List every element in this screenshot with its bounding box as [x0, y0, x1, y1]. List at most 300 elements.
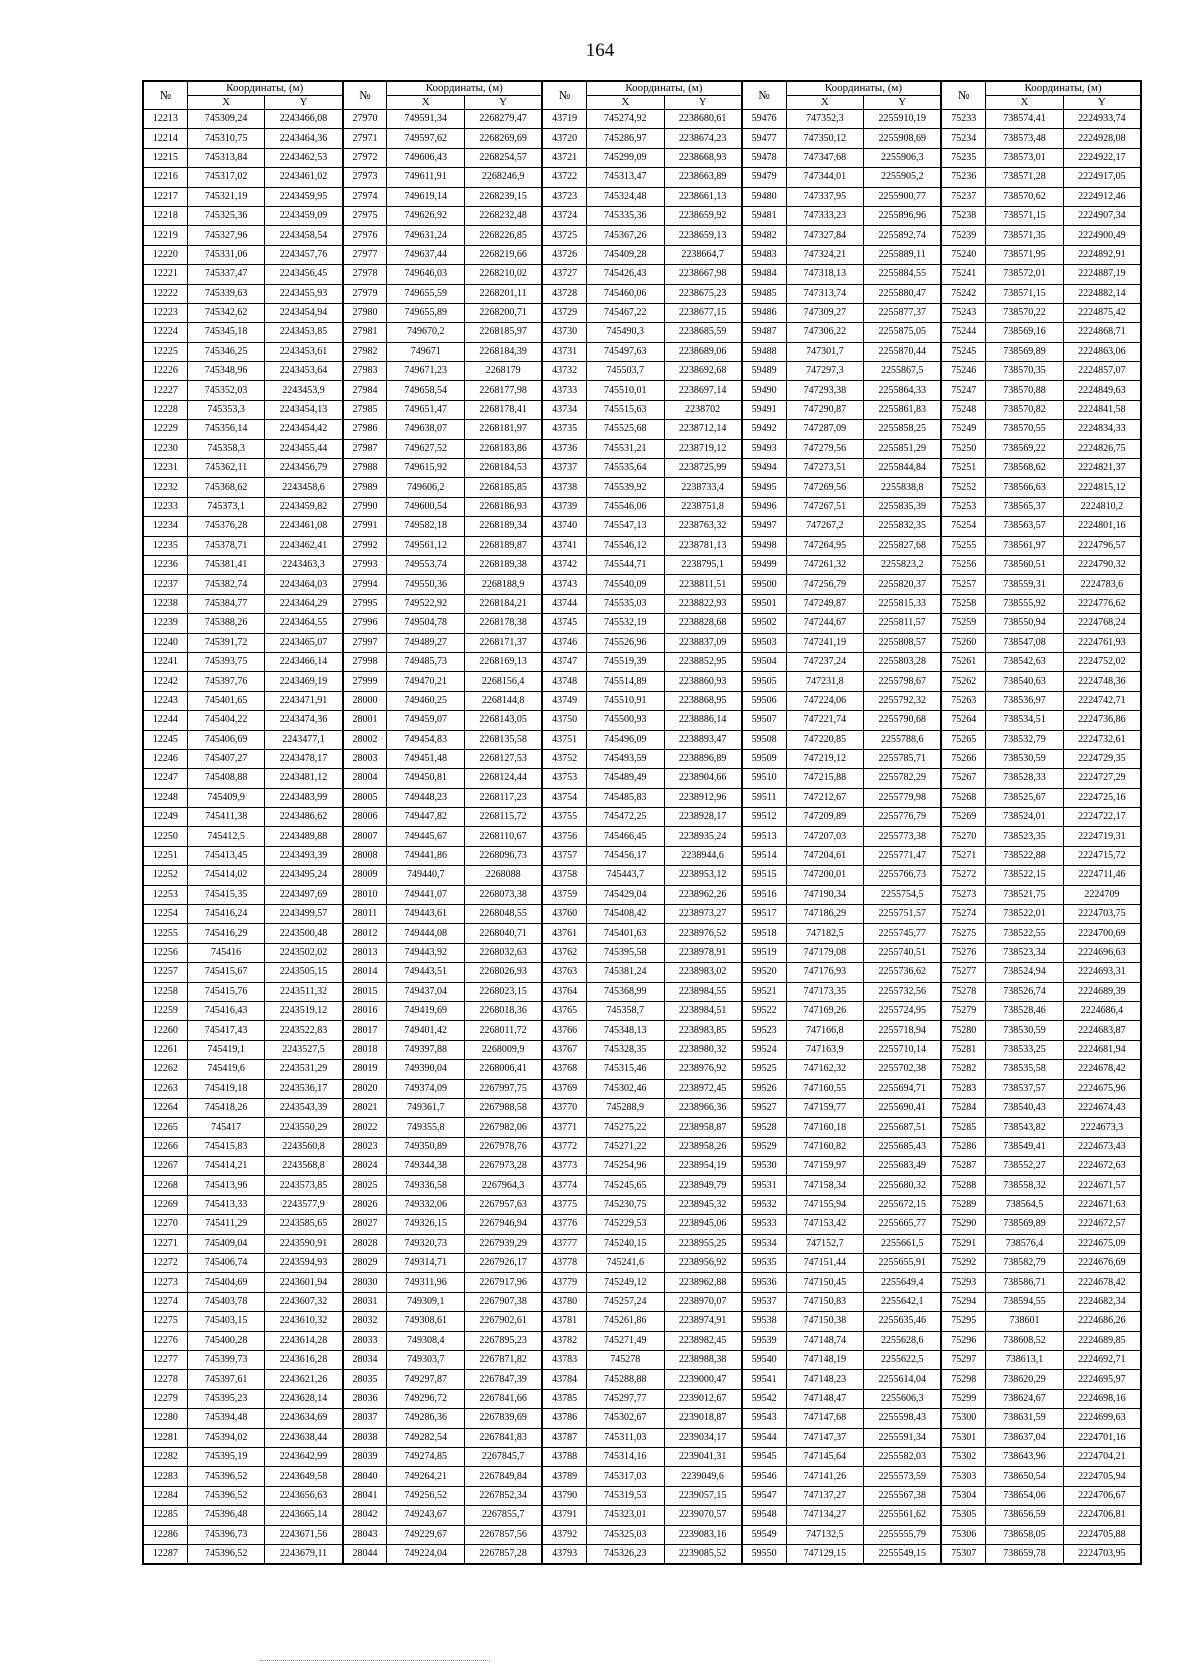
x-coordinate: 747173,35	[786, 982, 864, 1001]
x-coordinate: 747241,19	[786, 633, 864, 652]
point-number: 75274	[941, 905, 985, 924]
x-coordinate: 745346,25	[187, 342, 265, 361]
x-coordinate: 745396,48	[187, 1506, 265, 1525]
y-coordinate: 2224686,4	[1063, 1001, 1141, 1020]
point-number: 59548	[742, 1506, 786, 1525]
table-row	[143, 1525, 1141, 1544]
y-coordinate: 2267973,28	[465, 1157, 543, 1176]
x-coordinate: 745496,09	[587, 730, 665, 749]
point-number: 27980	[343, 303, 387, 322]
x-coordinate: 745415,35	[187, 885, 265, 904]
x-coordinate: 745384,77	[187, 594, 265, 613]
point-number: 75287	[941, 1157, 985, 1176]
y-coordinate: 2267871,82	[465, 1351, 543, 1370]
table-row	[143, 323, 1141, 342]
y-coordinate: 2238988,38	[664, 1351, 742, 1370]
x-coordinate: 745286,97	[587, 129, 665, 148]
point-number: 12227	[143, 381, 187, 400]
y-coordinate: 2267902,61	[465, 1312, 543, 1331]
point-number: 75243	[941, 303, 985, 322]
y-coordinate: 2243497,69	[265, 885, 343, 904]
x-coordinate: 745418,26	[187, 1098, 265, 1117]
x-coordinate: 738566,63	[986, 478, 1064, 497]
y-coordinate: 2224826,75	[1063, 439, 1141, 458]
x-coordinate: 738549,41	[986, 1137, 1064, 1156]
x-coordinate: 738570,82	[986, 400, 1064, 419]
x-coordinate: 749444,08	[387, 924, 465, 943]
y-coordinate: 2267988,58	[465, 1098, 543, 1117]
y-coordinate: 2268186,93	[465, 497, 543, 516]
x-coordinate: 747145,64	[786, 1447, 864, 1466]
x-coordinate: 738571,15	[986, 284, 1064, 303]
table-row	[143, 730, 1141, 749]
x-coordinate: 745510,91	[587, 691, 665, 710]
y-coordinate: 2243458,54	[265, 226, 343, 245]
point-number: 75254	[941, 517, 985, 536]
x-coordinate: 745419,6	[187, 1060, 265, 1079]
y-coordinate: 2243453,64	[265, 362, 343, 381]
y-coordinate: 2243464,03	[265, 575, 343, 594]
y-coordinate: 2243495,24	[265, 866, 343, 885]
y-coordinate: 2238725,99	[664, 459, 742, 478]
x-coordinate: 749447,82	[387, 808, 465, 827]
x-coordinate: 745324,48	[587, 187, 665, 206]
x-coordinate: 749309,1	[387, 1292, 465, 1311]
y-coordinate: 2255835,39	[864, 497, 942, 516]
y-coordinate: 2238868,95	[664, 691, 742, 710]
point-number: 59488	[742, 342, 786, 361]
x-coordinate: 745429,04	[587, 885, 665, 904]
y-coordinate: 2243500,48	[265, 924, 343, 943]
point-number: 12248	[143, 788, 187, 807]
point-number: 43788	[542, 1447, 586, 1466]
x-coordinate: 745416	[187, 943, 265, 962]
point-number: 43787	[542, 1428, 586, 1447]
point-number: 12223	[143, 303, 187, 322]
point-number: 43793	[542, 1544, 586, 1564]
x-coordinate: 745391,72	[187, 633, 265, 652]
point-number: 59517	[742, 905, 786, 924]
y-coordinate: 2255815,33	[864, 594, 942, 613]
x-coordinate: 747137,27	[786, 1486, 864, 1505]
x-coordinate: 745376,28	[187, 517, 265, 536]
x-coordinate: 749308,61	[387, 1312, 465, 1331]
point-number: 12272	[143, 1254, 187, 1273]
point-number: 75299	[941, 1389, 985, 1408]
y-coordinate: 2224857,07	[1063, 362, 1141, 381]
y-coordinate: 2239085,52	[664, 1544, 742, 1564]
y-coordinate: 2224683,87	[1063, 1021, 1141, 1040]
x-coordinate: 738571,28	[986, 168, 1064, 187]
table-row	[143, 187, 1141, 206]
y-coordinate: 2243453,85	[265, 323, 343, 342]
x-coordinate: 749445,67	[387, 827, 465, 846]
y-coordinate: 2243464,55	[265, 614, 343, 633]
y-coordinate: 2268073,38	[465, 885, 543, 904]
table-row	[143, 769, 1141, 788]
point-number: 12284	[143, 1486, 187, 1505]
y-coordinate: 2224912,46	[1063, 187, 1141, 206]
x-coordinate: 738522,01	[986, 905, 1064, 924]
point-number: 59508	[742, 730, 786, 749]
x-coordinate: 738524,01	[986, 808, 1064, 827]
y-coordinate: 2224719,31	[1063, 827, 1141, 846]
point-number: 12265	[143, 1118, 187, 1137]
x-coordinate: 749390,04	[387, 1060, 465, 1079]
y-coordinate: 2267997,75	[465, 1079, 543, 1098]
x-coordinate: 745485,83	[587, 788, 665, 807]
x-coordinate: 747190,34	[786, 885, 864, 904]
point-number: 59495	[742, 478, 786, 497]
point-number: 27990	[343, 497, 387, 516]
point-number: 75294	[941, 1292, 985, 1311]
y-coordinate: 2255649,4	[864, 1273, 942, 1292]
y-coordinate: 2224732,61	[1063, 730, 1141, 749]
point-number: 28031	[343, 1292, 387, 1311]
table-row	[143, 866, 1141, 885]
y-coordinate: 2268023,15	[465, 982, 543, 1001]
point-number: 12240	[143, 633, 187, 652]
x-coordinate: 745356,14	[187, 420, 265, 439]
x-coordinate: 745326,23	[587, 1544, 665, 1564]
point-number: 43757	[542, 846, 586, 865]
x-coordinate: 745544,71	[587, 555, 665, 574]
point-number: 75258	[941, 594, 985, 613]
y-coordinate: 2239000,47	[664, 1370, 742, 1389]
table-row	[143, 749, 1141, 768]
x-coordinate: 745245,65	[587, 1176, 665, 1195]
y-coordinate: 2224768,24	[1063, 614, 1141, 633]
table-row	[143, 1137, 1141, 1156]
table-row	[143, 284, 1141, 303]
point-number: 59522	[742, 1001, 786, 1020]
point-number: 28043	[343, 1525, 387, 1544]
point-number: 75305	[941, 1506, 985, 1525]
x-coordinate: 745416,43	[187, 1001, 265, 1020]
y-coordinate: 2238712,14	[664, 420, 742, 439]
point-number: 27996	[343, 614, 387, 633]
y-coordinate: 2243665,14	[265, 1506, 343, 1525]
x-coordinate: 745415,67	[187, 963, 265, 982]
x-coordinate: 745335,36	[587, 206, 665, 225]
point-number: 75248	[941, 400, 985, 419]
point-number: 43755	[542, 808, 586, 827]
x-coordinate: 738542,63	[986, 652, 1064, 671]
point-number: 43792	[542, 1525, 586, 1544]
x-coordinate: 738654,06	[986, 1486, 1064, 1505]
x-coordinate: 747163,9	[786, 1040, 864, 1059]
x-coordinate: 749320,73	[387, 1234, 465, 1253]
point-number: 59496	[742, 497, 786, 516]
table-row	[143, 1467, 1141, 1486]
x-coordinate: 745417	[187, 1118, 265, 1137]
table-row	[143, 633, 1141, 652]
point-number: 28028	[343, 1234, 387, 1253]
number-header: №	[143, 81, 187, 110]
y-coordinate: 2239012,67	[664, 1389, 742, 1408]
x-coordinate: 738659,78	[986, 1544, 1064, 1564]
point-number: 12282	[143, 1447, 187, 1466]
x-coordinate: 749611,91	[387, 168, 465, 187]
point-number: 59502	[742, 614, 786, 633]
point-number: 12233	[143, 497, 187, 516]
point-number: 43773	[542, 1157, 586, 1176]
x-coordinate: 738643,96	[986, 1447, 1064, 1466]
x-coordinate: 745419,18	[187, 1079, 265, 1098]
point-number: 59501	[742, 594, 786, 613]
x-coordinate: 745368,99	[587, 982, 665, 1001]
table-row	[143, 517, 1141, 536]
x-coordinate: 738550,94	[986, 614, 1064, 633]
point-number: 75281	[941, 1040, 985, 1059]
y-coordinate: 2268185,85	[465, 478, 543, 497]
point-number: 75295	[941, 1312, 985, 1331]
y-coordinate: 2255877,37	[864, 303, 942, 322]
point-number: 43758	[542, 866, 586, 885]
header-row-1	[143, 81, 1141, 96]
x-coordinate: 738528,33	[986, 769, 1064, 788]
y-coordinate: 2238668,93	[664, 148, 742, 167]
x-coordinate: 745413,33	[187, 1195, 265, 1214]
x-coordinate: 745417,43	[187, 1021, 265, 1040]
x-coordinate: 747337,95	[786, 187, 864, 206]
point-number: 75275	[941, 924, 985, 943]
point-number: 12257	[143, 963, 187, 982]
y-coordinate: 2238781,13	[664, 536, 742, 555]
point-number: 43721	[542, 148, 586, 167]
y-coordinate: 2255680,32	[864, 1176, 942, 1195]
point-number: 28027	[343, 1215, 387, 1234]
x-coordinate: 747352,3	[786, 110, 864, 129]
x-coordinate: 745414,21	[187, 1157, 265, 1176]
y-coordinate: 2255811,57	[864, 614, 942, 633]
y-coordinate: 2224736,86	[1063, 711, 1141, 730]
point-number: 12266	[143, 1137, 187, 1156]
y-coordinate: 2224849,63	[1063, 381, 1141, 400]
point-number: 59507	[742, 711, 786, 730]
x-coordinate: 747207,03	[786, 827, 864, 846]
point-number: 59510	[742, 769, 786, 788]
point-number: 12261	[143, 1040, 187, 1059]
point-number: 43751	[542, 730, 586, 749]
point-number: 27976	[343, 226, 387, 245]
y-coordinate: 2268239,15	[465, 187, 543, 206]
point-number: 12229	[143, 420, 187, 439]
y-coordinate: 2224882,14	[1063, 284, 1141, 303]
y-coordinate: 2268279,47	[465, 110, 543, 129]
table-row	[143, 1312, 1141, 1331]
x-coordinate: 747182,5	[786, 924, 864, 943]
y-coordinate: 2224675,09	[1063, 1234, 1141, 1253]
point-number: 43768	[542, 1060, 586, 1079]
x-coordinate: 749553,74	[387, 555, 465, 574]
number-header: №	[542, 81, 586, 110]
point-number: 28015	[343, 982, 387, 1001]
table-row	[143, 1157, 1141, 1176]
x-coordinate: 747219,12	[786, 749, 864, 768]
y-coordinate: 2238955,25	[664, 1234, 742, 1253]
point-number: 43752	[542, 749, 586, 768]
x-coordinate: 745489,49	[587, 769, 665, 788]
point-number: 28024	[343, 1157, 387, 1176]
x-coordinate: 747297,3	[786, 362, 864, 381]
point-number: 59497	[742, 517, 786, 536]
point-number: 12249	[143, 808, 187, 827]
x-coordinate: 749397,88	[387, 1040, 465, 1059]
y-coordinate: 2268096,73	[465, 846, 543, 865]
y-coordinate: 2255591,34	[864, 1428, 942, 1447]
y-coordinate: 2224704,21	[1063, 1447, 1141, 1466]
x-coordinate: 749504,78	[387, 614, 465, 633]
x-coordinate: 738569,89	[986, 342, 1064, 361]
y-coordinate: 2268210,02	[465, 265, 543, 284]
y-coordinate: 2238962,88	[664, 1273, 742, 1292]
y-header: Y	[664, 96, 742, 110]
table-row	[143, 905, 1141, 924]
table-row	[143, 1331, 1141, 1350]
table-row	[143, 1098, 1141, 1117]
point-number: 28011	[343, 905, 387, 924]
point-number: 43771	[542, 1118, 586, 1137]
point-number: 28008	[343, 846, 387, 865]
coordinates-header: Координаты, (м)	[187, 81, 342, 96]
x-coordinate: 745325,36	[187, 206, 265, 225]
point-number: 12268	[143, 1176, 187, 1195]
x-coordinate: 747306,22	[786, 323, 864, 342]
y-coordinate: 2255555,79	[864, 1525, 942, 1544]
y-coordinate: 2267946,94	[465, 1215, 543, 1234]
y-coordinate: 2238664,7	[664, 245, 742, 264]
point-number: 75304	[941, 1486, 985, 1505]
x-coordinate: 745313,47	[587, 168, 665, 187]
x-coordinate: 747147,68	[786, 1409, 864, 1428]
x-coordinate: 738525,67	[986, 788, 1064, 807]
point-number: 28025	[343, 1176, 387, 1195]
x-coordinate: 745395,58	[587, 943, 665, 962]
x-coordinate: 745409,9	[187, 788, 265, 807]
y-coordinate: 2224709	[1063, 885, 1141, 904]
y-coordinate: 2255606,3	[864, 1389, 942, 1408]
y-coordinate: 2243573,85	[265, 1176, 343, 1195]
x-coordinate: 747221,74	[786, 711, 864, 730]
y-coordinate: 2243493,39	[265, 846, 343, 865]
y-coordinate: 2255751,57	[864, 905, 942, 924]
x-coordinate: 747159,77	[786, 1098, 864, 1117]
y-coordinate: 2255870,44	[864, 342, 942, 361]
point-number: 59505	[742, 672, 786, 691]
x-coordinate: 747344,01	[786, 168, 864, 187]
y-coordinate: 2243483,99	[265, 788, 343, 807]
point-number: 75298	[941, 1370, 985, 1389]
y-coordinate: 2224706,67	[1063, 1486, 1141, 1505]
x-coordinate: 745275,22	[587, 1118, 665, 1137]
y-coordinate: 2255861,83	[864, 400, 942, 419]
point-number: 75286	[941, 1137, 985, 1156]
x-coordinate: 745319,53	[587, 1486, 665, 1505]
x-coordinate: 745288,9	[587, 1098, 665, 1117]
x-coordinate: 749401,42	[387, 1021, 465, 1040]
y-coordinate: 2255776,79	[864, 808, 942, 827]
x-coordinate: 745510,01	[587, 381, 665, 400]
table-row	[143, 1176, 1141, 1195]
x-coordinate: 738582,79	[986, 1254, 1064, 1273]
x-coordinate: 745535,64	[587, 459, 665, 478]
point-number: 75266	[941, 749, 985, 768]
x-coordinate: 738561,97	[986, 536, 1064, 555]
x-coordinate: 747269,56	[786, 478, 864, 497]
point-number: 75280	[941, 1021, 985, 1040]
y-coordinate: 2238896,89	[664, 749, 742, 768]
table-row	[143, 672, 1141, 691]
x-header: X	[786, 96, 864, 110]
point-number: 75289	[941, 1195, 985, 1214]
x-coordinate: 745408,42	[587, 905, 665, 924]
point-number: 43778	[542, 1254, 586, 1273]
x-coordinate: 749274,85	[387, 1447, 465, 1466]
point-number: 75245	[941, 342, 985, 361]
x-coordinate: 745321,19	[187, 187, 265, 206]
y-coordinate: 2267857,28	[465, 1544, 543, 1564]
point-number: 59540	[742, 1351, 786, 1370]
x-coordinate: 749600,54	[387, 497, 465, 516]
y-coordinate: 2267841,83	[465, 1428, 543, 1447]
x-coordinate: 747224,06	[786, 691, 864, 710]
point-number: 59521	[742, 982, 786, 1001]
x-coordinate: 749297,87	[387, 1370, 465, 1389]
y-coordinate: 2243465,07	[265, 633, 343, 652]
y-coordinate: 2238944,6	[664, 846, 742, 865]
x-coordinate: 747212,67	[786, 788, 864, 807]
x-coordinate: 749286,36	[387, 1409, 465, 1428]
y-coordinate: 2224928,08	[1063, 129, 1141, 148]
table-row	[143, 691, 1141, 710]
y-coordinate: 2238685,59	[664, 323, 742, 342]
y-coordinate: 2268184,21	[465, 594, 543, 613]
point-number: 75265	[941, 730, 985, 749]
y-coordinate: 2238935,24	[664, 827, 742, 846]
point-number: 27972	[343, 148, 387, 167]
point-number: 28002	[343, 730, 387, 749]
x-coordinate: 745415,76	[187, 982, 265, 1001]
point-number: 43756	[542, 827, 586, 846]
y-coordinate: 2224696,63	[1063, 943, 1141, 962]
y-coordinate: 2224834,33	[1063, 420, 1141, 439]
x-coordinate: 747186,29	[786, 905, 864, 924]
table-row	[143, 1021, 1141, 1040]
y-coordinate: 2224729,35	[1063, 749, 1141, 768]
y-coordinate: 2255900,77	[864, 187, 942, 206]
y-coordinate: 2243638,44	[265, 1428, 343, 1447]
point-number: 59487	[742, 323, 786, 342]
x-coordinate: 747237,24	[786, 652, 864, 671]
x-coordinate: 745500,93	[587, 711, 665, 730]
x-coordinate: 738560,51	[986, 555, 1064, 574]
point-number: 12270	[143, 1215, 187, 1234]
y-coordinate: 2224748,36	[1063, 672, 1141, 691]
y-coordinate: 2238978,91	[664, 943, 742, 962]
x-coordinate: 749651,47	[387, 400, 465, 419]
x-coordinate: 747347,68	[786, 148, 864, 167]
y-coordinate: 2224796,57	[1063, 536, 1141, 555]
y-coordinate: 2243642,99	[265, 1447, 343, 1466]
y-coordinate: 2238719,12	[664, 439, 742, 458]
y-coordinate: 2255779,98	[864, 788, 942, 807]
y-coordinate: 2224907,34	[1063, 206, 1141, 225]
x-coordinate: 738573,01	[986, 148, 1064, 167]
x-coordinate: 749419,69	[387, 1001, 465, 1020]
x-coordinate: 745411,29	[187, 1215, 265, 1234]
point-number: 59484	[742, 265, 786, 284]
